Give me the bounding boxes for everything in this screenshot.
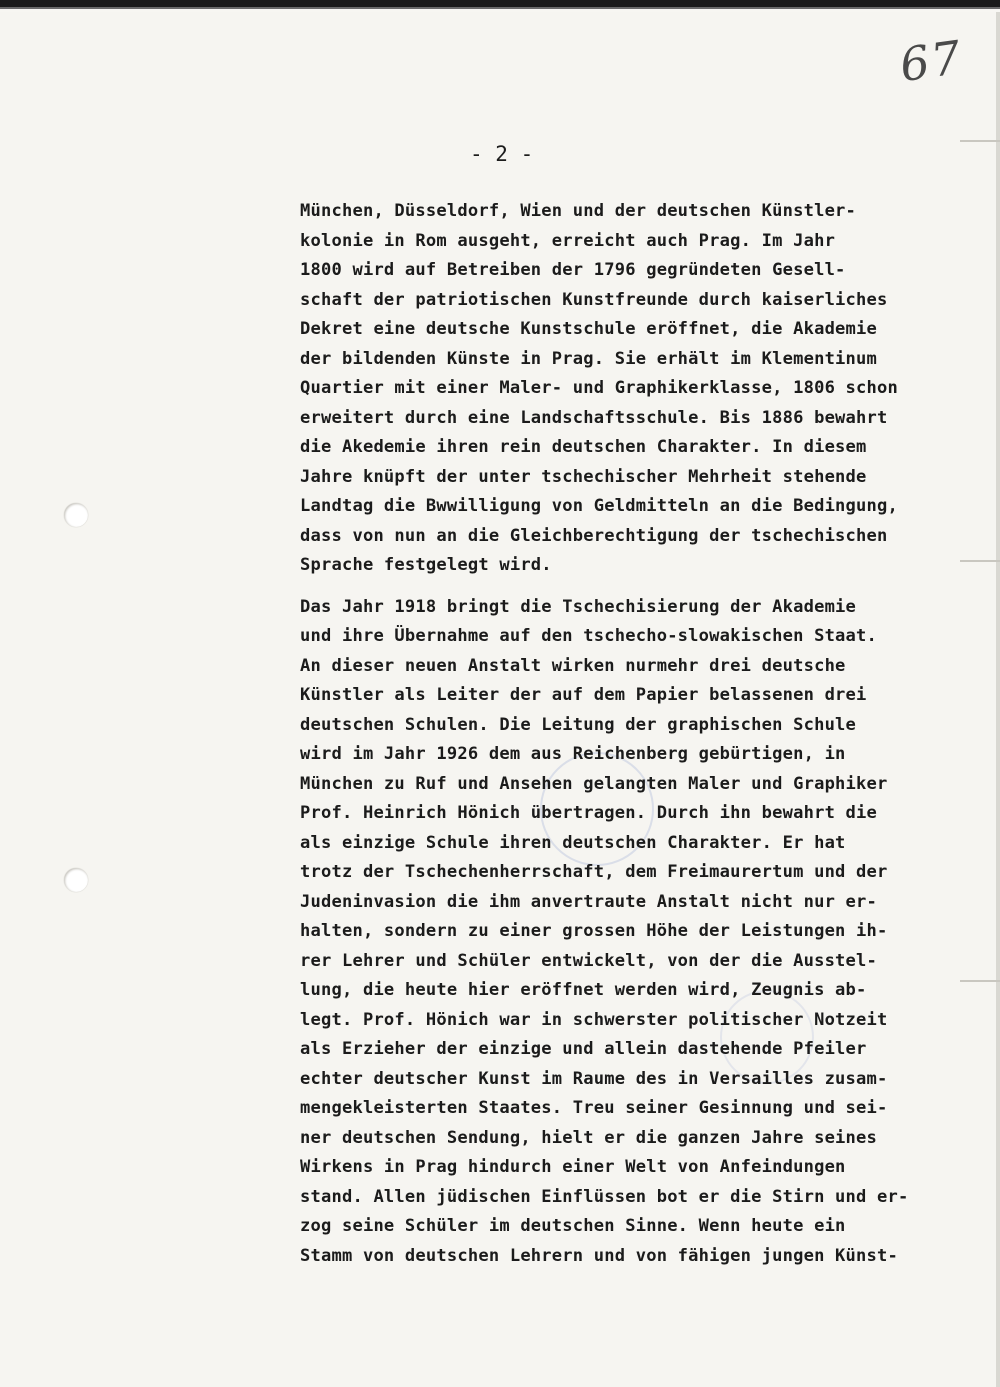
text-line: als einzige Schule ihren deutschen Charakter. Er hat [300,832,846,853]
scan-top-edge [0,0,1000,12]
text-line: Dekret eine deutsche Kunstschule eröffnet, die Akademie [300,319,878,339]
text-line: stand. Allen jüdischen Einflüssen bot er die Stirn und er- [300,1186,909,1207]
text-line: zog seine Schüler im deutschen Sinne. Wenn heute ein [300,1216,846,1236]
text-line: kolonie in Rom ausgeht, erreicht auch Prag. Im Jahr [300,230,836,251]
text-line: die Akedemie ihren rein deutschen Charakter. In diesem [300,437,867,457]
text-line: Landtag die Bwwilligung von Geldmitteln an die Bedingung, [300,496,899,516]
text-line: und ihre Übernahme auf den tschecho-slowakischen Staat. [300,626,878,646]
text-line: trotz der Tschechenherrschaft, dem Freimaurertum und der [300,862,888,882]
text-line: Prof. Heinrich Hönich übertragen. Durch ihn bewahrt die [300,803,878,823]
page-edge-mark [960,140,1000,142]
text-line: lung, die heute hier eröffnet werden wird, Zeugnis ab- [300,980,867,1000]
text-line: als Erzieher der einzige und allein dastehende Pfeiler [300,1039,867,1059]
text-line: München zu Ruf und Ansehen gelangten Maler und Graphiker [300,773,888,794]
text-line: halten, sondern zu einer grossen Höhe der Leistungen ih- [300,921,888,941]
typed-text-body [300,197,990,1271]
text-line: ner deutschen Sendung, hielt er die ganzen Jahre seines [300,1127,878,1148]
text-line: schaft der patriotischen Kunstfreunde durch kaiserliches [300,289,888,310]
page-edge-shadow [996,12,1000,1387]
text-line: 1800 wird auf Betreiben der 1796 gegründeten Gesell- [300,260,846,280]
text-line: legt. Prof. Hönich war in schwerster politischer Notzeit [300,1009,888,1030]
text-line: Künstler als Leiter der auf dem Papier belassenen drei [300,685,867,705]
text-line: rer Lehrer und Schüler entwickelt, von der die Ausstel- [300,950,878,971]
text-line: dass von nun an die Gleichberechtigung der tschechischen [300,525,888,546]
text-line: Wirkens in Prag hindurch einer Welt von Anfeindungen [300,1157,846,1177]
paragraph-gap [300,581,990,593]
text-line: Judeninvasion die ihm anvertraute Anstalt nicht nur er- [300,891,878,912]
text-line: der bildenden Künste in Prag. Sie erhält im Klementinum [300,348,878,369]
page-number: - 2 - [470,142,534,166]
text-line: Sprache festgelegt wird. [300,555,552,575]
text-line: Jahre knüpft der unter tschechischer Mehrheit stehende [300,466,867,487]
text-line: Stamm von deutschen Lehrern und von fähigen jungen Künst- [300,1245,899,1266]
text-line: An dieser neuen Anstalt wirken nurmehr drei deutsche [300,655,846,676]
text-line: Das Jahr 1918 bringt die Tschechisierung der Akademie [300,596,857,617]
punch-hole [64,503,88,527]
paragraph [300,593,990,1272]
paragraph [300,197,990,581]
text-line: Quartier mit einer Maler- und Graphikerklasse, 1806 schon [300,378,899,398]
punch-hole [64,868,88,892]
text-line: deutschen Schulen. Die Leitung der graphischen Schule [300,714,857,735]
text-line: wird im Jahr 1926 dem aus Reichenberg gebürtigen, in [300,744,846,764]
text-line: München, Düsseldorf, Wien und der deutschen Künstler- [300,201,857,221]
text-line: echter deutscher Kunst im Raume des in Versailles zusam- [300,1068,888,1089]
text-line: erweitert durch eine Landschaftsschule. Bis 1886 bewahrt [300,407,888,428]
handwritten-folio-number: 67 [896,29,967,93]
text-line: mengekleisterten Staates. Treu seiner Gesinnung und sei- [300,1098,888,1118]
